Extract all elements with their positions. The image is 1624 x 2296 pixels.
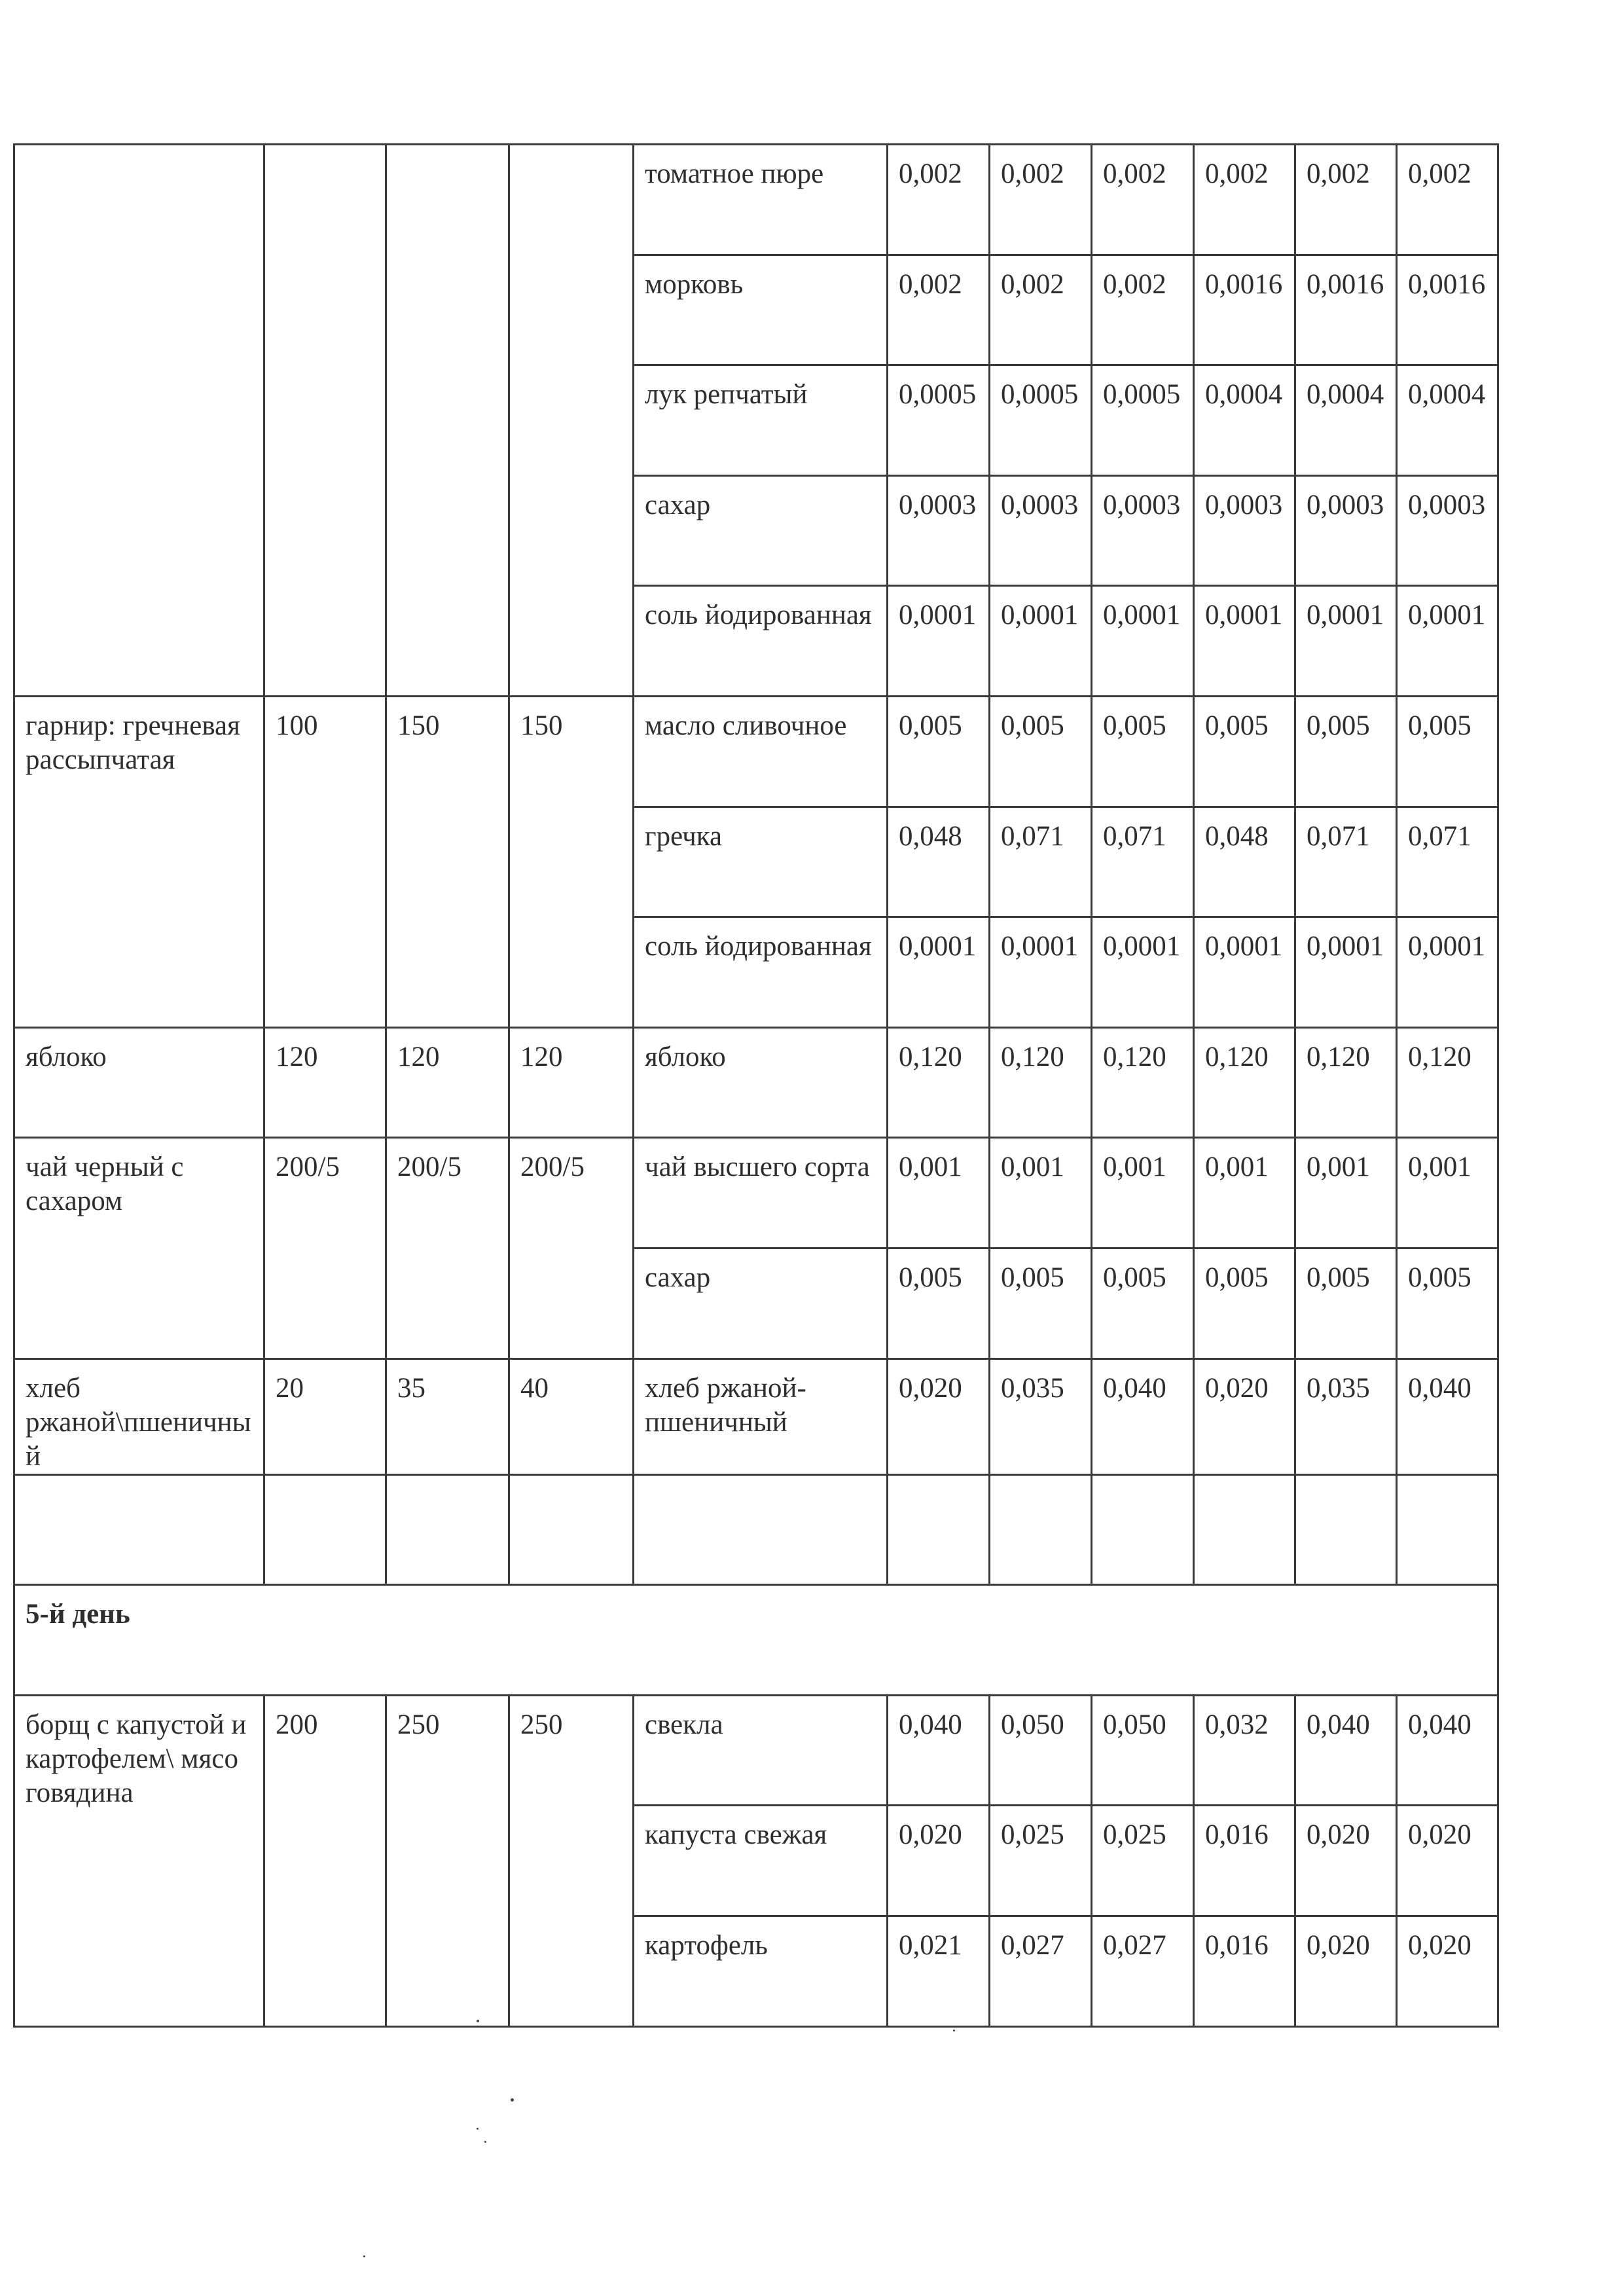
ingredient-name-cell: соль йодированная bbox=[634, 586, 888, 697]
quantity-cell: 0,001 bbox=[1194, 1138, 1295, 1248]
quantity-cell: 0,005 bbox=[1194, 696, 1295, 807]
ingredient-name-cell: соль йодированная bbox=[634, 917, 888, 1028]
quantity-cell: 0,002 bbox=[888, 255, 990, 365]
quantity-cell: 0,020 bbox=[1397, 1806, 1498, 1916]
dish-name-cell: хлеб ржаной\пшеничный bbox=[14, 1358, 264, 1474]
portion-cell-2: 120 bbox=[386, 1027, 509, 1138]
menu-table-body bbox=[14, 145, 1498, 2027]
ingredient-name-cell: сахар bbox=[634, 1248, 888, 1358]
quantity-cell: 0,071 bbox=[990, 807, 1092, 917]
quantity-cell: 0,040 bbox=[888, 1695, 990, 1806]
quantity-cell: 0,032 bbox=[1194, 1695, 1295, 1806]
quantity-cell: 0,001 bbox=[1295, 1138, 1397, 1248]
quantity-cell: 0,035 bbox=[1295, 1358, 1397, 1474]
ingredient-name-cell: свекла bbox=[634, 1695, 888, 1806]
quantity-cell: 0,0005 bbox=[1092, 365, 1194, 476]
table-row bbox=[14, 1027, 1498, 1138]
quantity-cell: 0,0001 bbox=[1194, 586, 1295, 697]
quantity-cell: 0,0004 bbox=[1397, 365, 1498, 476]
quantity-cell: 0,027 bbox=[990, 1916, 1092, 2026]
quantity-cell: 0,0001 bbox=[990, 917, 1092, 1028]
quantity-cell: 0,0003 bbox=[1295, 475, 1397, 586]
ingredient-name-cell: томатное пюре bbox=[634, 145, 888, 255]
quantity-cell: 0,0001 bbox=[1092, 917, 1194, 1028]
table-row bbox=[14, 1138, 1498, 1248]
quantity-cell: 0,0003 bbox=[888, 475, 990, 586]
quantity-cell: 0,005 bbox=[1397, 1248, 1498, 1358]
quantity-cell: 0,071 bbox=[1397, 807, 1498, 917]
quantity-cell bbox=[1092, 1474, 1194, 1585]
ingredient-name-cell: масло сливочное bbox=[634, 696, 888, 807]
quantity-cell: 0,002 bbox=[1194, 145, 1295, 255]
quantity-cell: 0,0001 bbox=[1397, 586, 1498, 697]
quantity-cell: 0,025 bbox=[990, 1806, 1092, 1916]
quantity-cell: 0,071 bbox=[1295, 807, 1397, 917]
quantity-cell: 0,0001 bbox=[1397, 917, 1498, 1028]
table-row bbox=[14, 1474, 1498, 1585]
ingredient-name-cell: чай высшего сорта bbox=[634, 1138, 888, 1248]
quantity-cell: 0,0001 bbox=[1295, 586, 1397, 697]
quantity-cell: 0,048 bbox=[1194, 807, 1295, 917]
portion-cell-3 bbox=[509, 145, 634, 697]
quantity-cell: 0,120 bbox=[1092, 1027, 1194, 1138]
quantity-cell: 0,005 bbox=[888, 696, 990, 807]
quantity-cell: 0,040 bbox=[1295, 1695, 1397, 1806]
quantity-cell: 0,0005 bbox=[888, 365, 990, 476]
quantity-cell: 0,0016 bbox=[1194, 255, 1295, 365]
table-row bbox=[14, 1695, 1498, 1806]
quantity-cell: 0,0003 bbox=[1194, 475, 1295, 586]
quantity-cell: 0,020 bbox=[1295, 1806, 1397, 1916]
quantity-cell: 0,016 bbox=[1194, 1916, 1295, 2026]
quantity-cell: 0,0001 bbox=[990, 586, 1092, 697]
quantity-cell: 0,005 bbox=[1194, 1248, 1295, 1358]
portion-cell-1: 120 bbox=[264, 1027, 386, 1138]
quantity-cell: 0,002 bbox=[1092, 255, 1194, 365]
ingredient-name-cell bbox=[634, 1474, 888, 1585]
table-row bbox=[14, 696, 1498, 807]
ingredient-name-cell: лук репчатый bbox=[634, 365, 888, 476]
portion-cell-1 bbox=[264, 1474, 386, 1585]
quantity-cell: 0,040 bbox=[1397, 1358, 1498, 1474]
quantity-cell: 0,0001 bbox=[888, 586, 990, 697]
quantity-cell: 0,002 bbox=[990, 255, 1092, 365]
quantity-cell: 0,0001 bbox=[1194, 917, 1295, 1028]
quantity-cell: 0,0004 bbox=[1295, 365, 1397, 476]
dish-name-cell: чай черный с сахаром bbox=[14, 1138, 264, 1358]
scan-speck bbox=[363, 2255, 365, 2257]
quantity-cell: 0,0001 bbox=[1092, 586, 1194, 697]
portion-cell-2 bbox=[386, 1474, 509, 1585]
ingredient-name-cell: капуста свежая bbox=[634, 1806, 888, 1916]
quantity-cell: 0,001 bbox=[990, 1138, 1092, 1248]
dish-name-cell: борщ с капустой и картофелем\ мясо говядина bbox=[14, 1695, 264, 2026]
quantity-cell: 0,005 bbox=[1295, 1248, 1397, 1358]
quantity-cell: 0,002 bbox=[1397, 145, 1498, 255]
quantity-cell: 0,020 bbox=[888, 1358, 990, 1474]
dish-name-cell bbox=[14, 1474, 264, 1585]
quantity-cell: 0,120 bbox=[1194, 1027, 1295, 1138]
quantity-cell: 0,027 bbox=[1092, 1916, 1194, 2026]
quantity-cell: 0,0016 bbox=[1295, 255, 1397, 365]
quantity-cell: 0,0001 bbox=[1295, 917, 1397, 1028]
quantity-cell: 0,020 bbox=[1295, 1916, 1397, 2026]
quantity-cell: 0,120 bbox=[1295, 1027, 1397, 1138]
quantity-cell: 0,001 bbox=[888, 1138, 990, 1248]
quantity-cell: 0,0001 bbox=[888, 917, 990, 1028]
quantity-cell: 0,048 bbox=[888, 807, 990, 917]
quantity-cell: 0,120 bbox=[888, 1027, 990, 1138]
ingredient-name-cell: гречка bbox=[634, 807, 888, 917]
ingredient-name-cell: хлеб ржаной-пшеничный bbox=[634, 1358, 888, 1474]
scan-speck bbox=[477, 2128, 478, 2130]
quantity-cell: 0,020 bbox=[1397, 1916, 1498, 2026]
quantity-cell bbox=[888, 1474, 990, 1585]
dish-name-cell: гарнир: гречневая рассыпчатая bbox=[14, 696, 264, 1027]
quantity-cell: 0,005 bbox=[888, 1248, 990, 1358]
quantity-cell: 0,040 bbox=[1092, 1358, 1194, 1474]
quantity-cell: 0,005 bbox=[990, 696, 1092, 807]
quantity-cell: 0,050 bbox=[1092, 1695, 1194, 1806]
portion-cell-1 bbox=[264, 145, 386, 697]
portion-cell-1: 200/5 bbox=[264, 1138, 386, 1358]
quantity-cell: 0,040 bbox=[1397, 1695, 1498, 1806]
dish-name-cell bbox=[14, 145, 264, 697]
quantity-cell: 0,0016 bbox=[1397, 255, 1498, 365]
ingredient-name-cell: картофель bbox=[634, 1916, 888, 2026]
quantity-cell: 0,005 bbox=[1295, 696, 1397, 807]
quantity-cell: 0,0005 bbox=[990, 365, 1092, 476]
portion-cell-3: 150 bbox=[509, 696, 634, 1027]
quantity-cell: 0,050 bbox=[990, 1695, 1092, 1806]
quantity-cell: 0,005 bbox=[1092, 1248, 1194, 1358]
quantity-cell: 0,005 bbox=[1397, 696, 1498, 807]
scan-speck bbox=[511, 2098, 514, 2102]
scan-speck bbox=[953, 2030, 955, 2032]
menu-table bbox=[13, 143, 1499, 2028]
portion-cell-3: 40 bbox=[509, 1358, 634, 1474]
portion-cell-3: 250 bbox=[509, 1695, 634, 2026]
quantity-cell: 0,005 bbox=[990, 1248, 1092, 1358]
day-header: 5-й день bbox=[14, 1585, 1498, 1696]
quantity-cell: 0,020 bbox=[888, 1806, 990, 1916]
quantity-cell: 0,002 bbox=[1092, 145, 1194, 255]
quantity-cell: 0,002 bbox=[990, 145, 1092, 255]
quantity-cell: 0,005 bbox=[1092, 696, 1194, 807]
portion-cell-2 bbox=[386, 145, 509, 697]
portion-cell-3: 200/5 bbox=[509, 1138, 634, 1358]
quantity-cell: 0,0003 bbox=[1397, 475, 1498, 586]
quantity-cell: 0,120 bbox=[1397, 1027, 1498, 1138]
quantity-cell bbox=[1194, 1474, 1295, 1585]
quantity-cell: 0,001 bbox=[1092, 1138, 1194, 1248]
ingredient-name-cell: яблоко bbox=[634, 1027, 888, 1138]
quantity-cell: 0,120 bbox=[990, 1027, 1092, 1138]
table-row bbox=[14, 1358, 1498, 1474]
quantity-cell: 0,071 bbox=[1092, 807, 1194, 917]
scan-speck bbox=[477, 2020, 479, 2022]
quantity-cell: 0,002 bbox=[888, 145, 990, 255]
scan-speck bbox=[484, 2141, 486, 2143]
ingredient-name-cell: сахар bbox=[634, 475, 888, 586]
portion-cell-3 bbox=[509, 1474, 634, 1585]
quantity-cell: 0,035 bbox=[990, 1358, 1092, 1474]
quantity-cell: 0,0004 bbox=[1194, 365, 1295, 476]
portion-cell-1: 100 bbox=[264, 696, 386, 1027]
quantity-cell: 0,002 bbox=[1295, 145, 1397, 255]
day-header-row bbox=[14, 1585, 1498, 1696]
portion-cell-3: 120 bbox=[509, 1027, 634, 1138]
portion-cell-2: 250 bbox=[386, 1695, 509, 2026]
ingredient-name-cell: морковь bbox=[634, 255, 888, 365]
quantity-cell: 0,0003 bbox=[1092, 475, 1194, 586]
portion-cell-2: 200/5 bbox=[386, 1138, 509, 1358]
quantity-cell: 0,0003 bbox=[990, 475, 1092, 586]
quantity-cell bbox=[1295, 1474, 1397, 1585]
dish-name-cell: яблоко bbox=[14, 1027, 264, 1138]
portion-cell-2: 35 bbox=[386, 1358, 509, 1474]
quantity-cell: 0,016 bbox=[1194, 1806, 1295, 1916]
table-row bbox=[14, 145, 1498, 255]
quantity-cell: 0,021 bbox=[888, 1916, 990, 2026]
quantity-cell: 0,001 bbox=[1397, 1138, 1498, 1248]
quantity-cell: 0,025 bbox=[1092, 1806, 1194, 1916]
quantity-cell bbox=[990, 1474, 1092, 1585]
quantity-cell: 0,020 bbox=[1194, 1358, 1295, 1474]
portion-cell-1: 200 bbox=[264, 1695, 386, 2026]
portion-cell-1: 20 bbox=[264, 1358, 386, 1474]
portion-cell-2: 150 bbox=[386, 696, 509, 1027]
quantity-cell bbox=[1397, 1474, 1498, 1585]
